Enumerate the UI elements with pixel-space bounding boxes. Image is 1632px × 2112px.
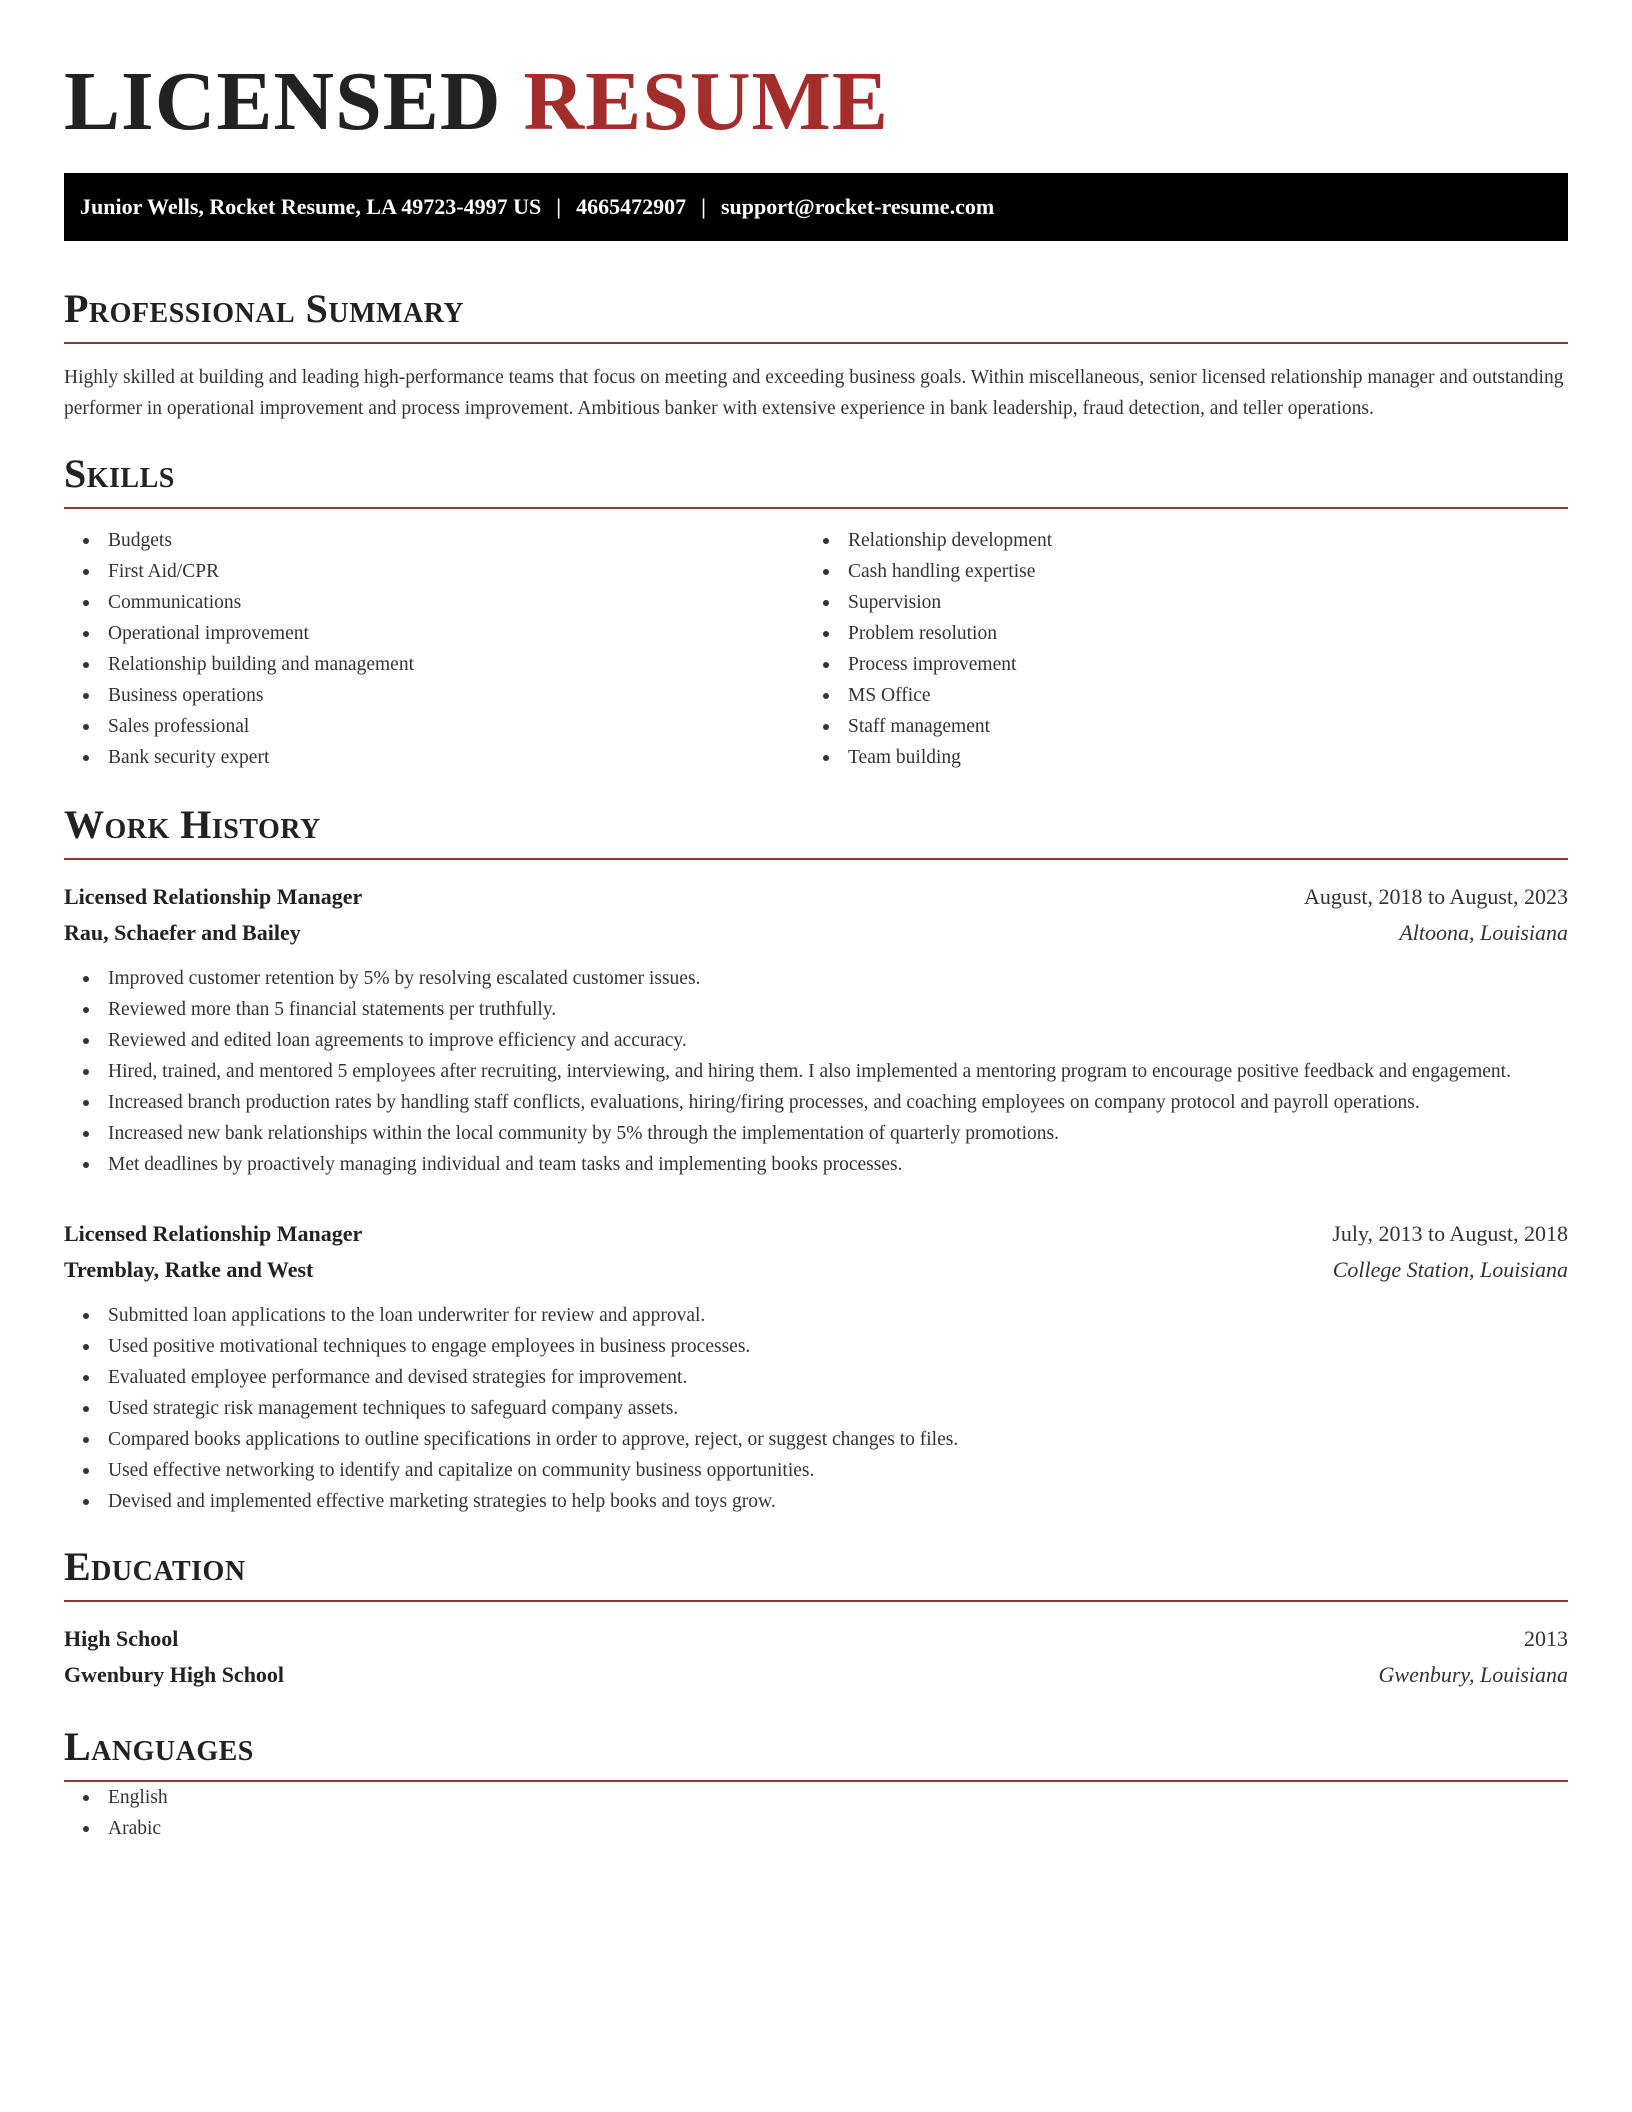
- job-dates: July, 2013 to August, 2018: [1332, 1221, 1568, 1246]
- education-degree-row: [64, 1621, 1568, 1657]
- job-duty-item: Evaluated employee performance and devised strategies for improvement.: [64, 1362, 1568, 1393]
- contact-bar: [64, 173, 1568, 241]
- job-company-row: [64, 915, 1568, 951]
- contact-phone: 4665472907: [576, 194, 687, 219]
- skill-item: Team building: [804, 742, 1544, 773]
- skill-item: Problem resolution: [804, 618, 1544, 649]
- skill-item: Business operations: [64, 680, 804, 711]
- job-location: Altoona, Louisiana: [1399, 920, 1568, 945]
- job-dates: August, 2018 to August, 2023: [1303, 884, 1568, 909]
- job-duty-item: Reviewed and edited loan agreements to improve efficiency and accuracy.: [64, 1025, 1568, 1056]
- job-duty-item: Improved customer retention by 5% by resolving escalated customer issues.: [64, 963, 1568, 994]
- skill-item: MS Office: [804, 680, 1544, 711]
- contact-separator: |: [701, 194, 706, 219]
- languages-list: [64, 1782, 1568, 1844]
- skills-grid: [64, 525, 1568, 773]
- job-company: Rau, Schaefer and Bailey: [64, 920, 301, 945]
- section-divider: [64, 858, 1568, 860]
- skill-item: Process improvement: [804, 649, 1544, 680]
- job-duty-item: Hired, trained, and mentored 5 employees after recruiting, interviewing, and hiring them. I also implemented a mentoring program to encourage positive feedback and engagement.: [64, 1056, 1568, 1087]
- languages-section: [64, 1723, 1568, 1844]
- job-duty-item: Increased branch production rates by handling staff conflicts, evaluations, hiring/firing processes, and coaching employees on company protocol and payroll operations.: [64, 1087, 1568, 1118]
- job-duty-item: Compared books applications to outline specifications in order to approve, reject, or suggest changes to files.: [64, 1424, 1568, 1455]
- education-section: [64, 1543, 1568, 1693]
- skill-item: Sales professional: [64, 711, 804, 742]
- job-title: Licensed Relationship Manager: [64, 1221, 363, 1246]
- education-heading: Education: [64, 1544, 246, 1589]
- resume-title: [64, 0, 1568, 148]
- skill-item: First Aid/CPR: [64, 556, 804, 587]
- summary-heading: Professional Summary: [64, 286, 465, 331]
- job-entry: [64, 1216, 1568, 1517]
- skill-item: Communications: [64, 587, 804, 618]
- section-divider: [64, 342, 1568, 344]
- contact-address: Junior Wells, Rocket Resume, LA 49723-4997 US: [80, 194, 542, 219]
- section-divider: [64, 1600, 1568, 1602]
- skill-item: Relationship building and management: [64, 649, 804, 680]
- job-duty-item: Increased new bank relationships within the local community by 5% through the implementation of quarterly promotions.: [64, 1118, 1568, 1149]
- job-header-row: [64, 879, 1568, 915]
- contact-separator: |: [556, 194, 562, 219]
- job-company: Tremblay, Ratke and West: [64, 1257, 314, 1282]
- skills-list-right: [804, 525, 1544, 773]
- job-header-row: [64, 1216, 1568, 1252]
- education-school-row: [64, 1657, 1568, 1693]
- work-history-heading: Work History: [64, 802, 321, 847]
- job-duty-item: Used effective networking to identify and capitalize on community business opportunities.: [64, 1455, 1568, 1486]
- job-entry: [64, 879, 1568, 1180]
- skills-list-left: [64, 525, 804, 773]
- education-degree: High School: [64, 1626, 179, 1651]
- job-duties-list: [64, 1300, 1568, 1517]
- language-item: Arabic: [64, 1813, 1568, 1844]
- job-duty-item: Used positive motivational techniques to engage employees in business processes.: [64, 1331, 1568, 1362]
- job-title: Licensed Relationship Manager: [64, 884, 363, 909]
- skill-item: Supervision: [804, 587, 1544, 618]
- summary-section: [64, 285, 1568, 424]
- education-entry: [64, 1621, 1568, 1693]
- summary-text: Highly skilled at building and leading high-performance teams that focus on meeting and exceeding business goals. Within miscellaneous, senior licensed relationship manager and outstanding performer in operational improvement and process improvement. Ambitious banker with extensive experience in bank leadership, fraud detection, and teller operations.: [64, 367, 1564, 419]
- education-school: Gwenbury High School: [64, 1662, 285, 1687]
- skill-item: Budgets: [64, 525, 804, 556]
- title-part-1: LICENSED: [64, 55, 502, 148]
- skills-column-right: [804, 525, 1544, 773]
- education-year: 2013: [1524, 1626, 1568, 1651]
- skills-column-left: [64, 525, 804, 773]
- skills-heading: Skills: [64, 451, 175, 496]
- job-location: College Station, Louisiana: [1332, 1257, 1568, 1282]
- job-duty-item: Met deadlines by proactively managing individual and team tasks and implementing books processes.: [64, 1149, 1568, 1180]
- skill-item: Operational improvement: [64, 618, 804, 649]
- title-part-2: RESUME: [523, 55, 889, 148]
- skill-item: Bank security expert: [64, 742, 804, 773]
- skill-item: Cash handling expertise: [804, 556, 1544, 587]
- job-duty-item: Submitted loan applications to the loan underwriter for review and approval.: [64, 1300, 1568, 1331]
- job-duty-item: Used strategic risk management techniques to safeguard company assets.: [64, 1393, 1568, 1424]
- work-history-section: [64, 801, 1568, 1517]
- skill-item: Staff management: [804, 711, 1544, 742]
- job-duties-list: [64, 963, 1568, 1180]
- job-company-row: [64, 1252, 1568, 1288]
- resume-page: [64, 0, 1568, 1844]
- section-divider: [64, 507, 1568, 509]
- skill-item: Relationship development: [804, 525, 1544, 556]
- language-item: English: [64, 1782, 1568, 1813]
- job-duty-item: Devised and implemented effective marketing strategies to help books and toys grow.: [64, 1486, 1568, 1517]
- contact-email: support@rocket-resume.com: [720, 194, 995, 219]
- skills-section: [64, 450, 1568, 773]
- job-duty-item: Reviewed more than 5 financial statements per truthfully.: [64, 994, 1568, 1025]
- education-location: Gwenbury, Louisiana: [1378, 1662, 1568, 1687]
- languages-heading: Languages: [64, 1724, 254, 1769]
